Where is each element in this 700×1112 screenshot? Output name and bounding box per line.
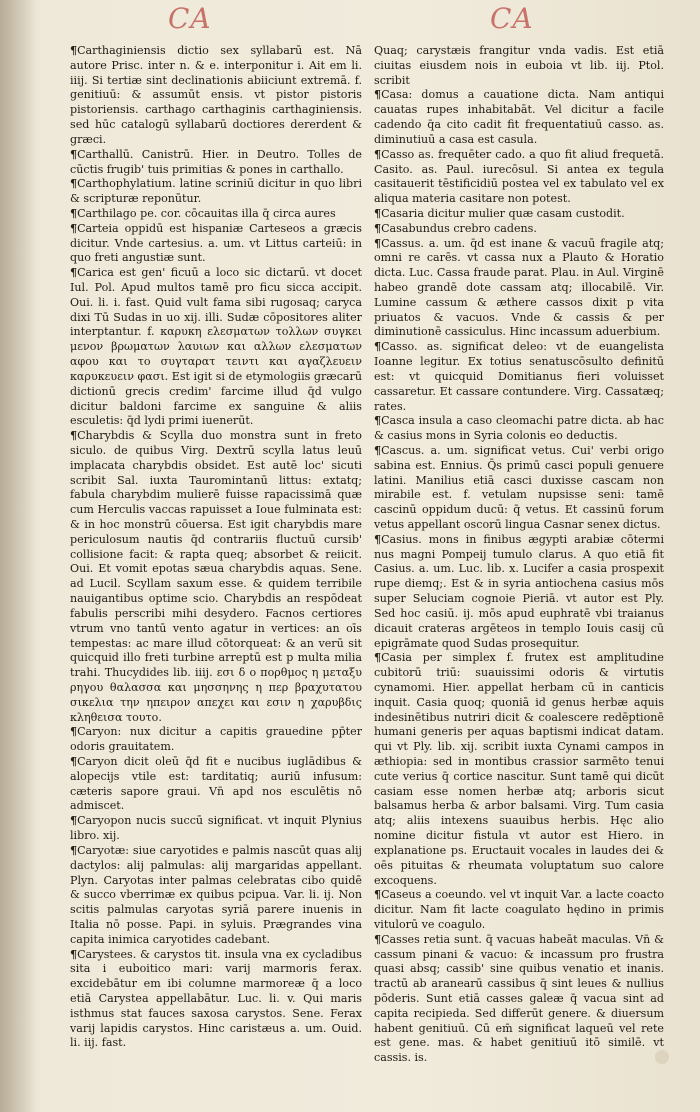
entry-marker: ¶ [374,414,382,428]
dictionary-entry [70,177,362,207]
entry-text: Casa: domus a cauatione dicta. Nam antiqui cauatas rupes inhabitabāt. Vel dicitur a facile cadendo q̄a cito cadit fit frequentatiuū casso. as. diminutiuū a casa est casula. [374,88,664,146]
entry-marker: ¶ [374,340,382,354]
dictionary-entry [70,844,362,948]
dictionary-entry [374,148,664,207]
dictionary-entry [70,266,362,429]
entry-text: Quaq; carystæis frangitur vnda vadis. Est etiā ciuitas eiusdem nois in euboia vt lib. iij. Ptol. scribit [374,44,664,87]
entry-marker: ¶ [70,755,78,768]
entry-text: Casia per simplex f. frutex est amplitudine cubitorū triū: suauissimi odoris & virtutis cynamomi. Hier. appellat herbam cū in canticis inquit. Casia quoq; quoniā id genus herbæ aquis indesinētibus nutriri dicit & coalescere redēptionē humani generis per aquas baptismi indicat datam. qui vt Ply. lib. xij. scribit iuxta Cynami campos in æthiopia: sed in montibus crassior sarmēto tenui cute verius q̄ cortice nascitur. Sunt tamē qui dicūt casiam esse nomen herbæ atq; arboris sicut balsamus herba & arbor balsami. Virg. Tum casia atq; aliis intexens suauibus herbis. Hęc alio nomine dicitur fistula vt autor est Hiero. in explanatione ps. Eructauit vocales in laudes dei & oēs pituitas & rheumata voluptatum suo calore excoquens. [374,651,664,887]
dictionary-entry [70,429,362,725]
dictionary-entry [374,933,664,1066]
entry-marker: ¶ [70,44,78,57]
entry-text: Casca insula a caso cleomachi patre dicta. ab hac & casius mons in Syria colonis eo deductis. [374,414,664,443]
entry-marker: ¶ [374,532,382,546]
text-column-left [70,44,362,1084]
entry-text: Carystees. & carystos tit. insula vna ex cycladibus sita i euboitico mari: varij marmoris ferax. excidebātur em ibi columne marmoreæ q̄ a loco etiā Carystea appellabātur. Luc. li. v. Qui maris isthmus stat fauces saxosa carystos. Sene. Ferax varij lapidis carystos. Hinc caristæus a. um. Ouid. li. iij. fast. [70,947,362,1050]
dictionary-entry [70,814,362,844]
entry-text: Carthophylatium. latine scriniū dicitur in quo libri & scripturæ reponūtur. [70,177,362,206]
entry-marker: ¶ [374,651,382,665]
entry-text: Cassus. a. um. q̄d est inane & vacuū fragile atq; omni re carēs. vt cassa nux a Plauto & Horatio dicta. Luc. Cassa fraude parat. Plau. in Aul. Virginē habeo grandē dote cassam atq; illocabilē. Vir. Lumine cassum & æthere cassos dixit p vita priuatos & vacuos. Vnde & cassis & per diminutionē cassiculus. Hinc incassum aduerbium. [374,236,664,339]
entry-marker: ¶ [70,947,78,961]
dictionary-entry [70,148,362,178]
dictionary-entry [374,222,664,237]
entry-text: Charybdis & Scylla duo monstra sunt in freto siculo. de quibus Virg. Dextrū scylla latus leuū implacata charybdis obsidet. Est autē loc' sicuti scribit Sal. iuxta Tauromintanū littus: extatq; fabula charybdim mulierē fuisse rapacissimā quæ cum Herculis vaccas rapuisset a Ioue fulminata est: & in hoc monstrū cōuersa. Est igit charybdis mare periculosum nautis q̄d contrariis fluctuū cursib' collisione facit: & rapta queq; absorbet & reiicit. Oui. Et vomit epotas sæua charybdis aquas. Sene. ad Lucil. Scyllam saxum esse. & quidem terribile nauigantibus optime scio. Charybdis an respōdeat fabulis perscribi mihi desydero. Facnos certiores vtrum vno tantū vento agatur in vertices: an oīs tempestas: ac mare illud cōtorqueat: & an verū sit quicquid illo freti turbine arreptū est p multa milia trahi. Thucydides lib. iiij. εσι δ ο πορθμος η μεταξυ ρηγου θαλασσα και μησσηνης η περ βραχυτατου σικελια την ηπειρον απεχει και εσιν η χαρυβδις κληθεισα τουτο. [70,429,362,724]
entry-marker: ¶ [70,814,78,828]
dictionary-entry [70,44,362,148]
dictionary-entry [374,340,664,414]
dictionary-entry [374,207,664,222]
dictionary-entry [70,948,362,1052]
running-head-right: CA [490,2,534,35]
entry-marker: ¶ [70,221,78,235]
entry-marker: ¶ [70,266,78,280]
entry-text: Casses retia sunt. q̄ vacuas habeāt maculas. Vn̄ & cassum pinani & vacuo: & incassum pro frustra quasi absq; cassib' sine quibus venatio et inanis. tractū ab aranearū cassibus q̄ sint leues & nullius pōderis. Sunt etiā casses galeæ q̄ vacua sint ad capita recipieda. Sed differūt genere. & diuersum habent genitiuū. Cū em̄ significat laqueū vel rete est gene. mas. & habet genitiuū itō similē. vt cassis. is. [374,932,664,1065]
running-head-left: CA [168,2,212,35]
entry-marker: ¶ [374,147,382,161]
dictionary-entry [374,533,664,652]
entry-marker: ¶ [70,147,78,161]
dictionary-entry [374,651,664,888]
entry-text: Carthilago pe. cor. cōcauitas illa q̄ circa aures [77,206,336,220]
entry-text: Cascus. a. um. significat vetus. Cui' verbi origo sabina est. Ennius. Q̄s primū casci populi genuere latini. Manilius etiā casci duxisse cascam non mirabile est. f. vetulam nupsisse seni: tamē cascinū oppidum ducū: q̄ vetus. Et cassinū forum vetus appellant oscorū lingua Casnar senex dictus. [374,443,664,531]
entry-text: Caryon dicit oleū q̄d fit e nucibus iuglādibus & alopecijs vtile est: tarditatiq; auriū infusum: cæteris sapore graui. Vn̄ apd nos esculētis nō admiscet. [70,755,362,813]
binding-shadow [0,0,36,1112]
dictionary-entry [374,88,664,147]
entry-text: Caryotæ: siue caryotides e palmis nascūt quas alij dactylos: alij palmulas: alij margaridas appellant. Plyn. Caryotas inter palmas celebratas cibo quidē & succo vberrimæ ex quibus pcipua. Var. li. ij. Non scitis palmulas caryotas syriā parere inuenis in Italia nō posse. Papi. in syluis. Prægrandes vina capita inimica caryotides cadebant. [70,843,362,946]
dictionary-entry [70,222,362,266]
entry-text: Carthaginiensis dictio sex syllabarū est. Nā autore Prisc. inter n. & e. interponitur i. Ait em li. iiij. Si tertiæ sint declinationis abiiciunt extremā. f. genitiuū: & assumūt ensis. vt pistor pistoris pistoriensis. carthago carthaginis carthaginiensis. sed hūc catalogū syllabarū doctiores dererdent & græci. [70,44,362,146]
entry-text: Caryon: nux dicitur a capitis grauedine pp̄ter odoris grauitatem. [70,725,362,754]
text-column-right [374,44,664,1084]
dictionary-entry [70,725,362,755]
entry-text: Caryopon nucis succū significat. vt inquit Plynius libro. xij. [70,814,362,843]
entry-marker: ¶ [374,221,382,235]
entry-marker: ¶ [70,725,78,739]
entry-marker: ¶ [70,177,78,191]
entry-marker: ¶ [374,932,382,946]
entry-text: Casso. as. significat deleo: vt de euangelista Ioanne legitur. Ex totius senatuscōsulto definitū est: vt quicquid Domitianus fieri voluisset cassaretur. Et cassare contundere. Virg. Cassatæq; rates. [374,340,664,413]
entry-marker: ¶ [374,443,382,457]
entry-marker: ¶ [70,206,78,220]
dictionary-entry [374,444,664,533]
dictionary-entry [70,755,362,814]
paper-stain [655,1050,669,1064]
entry-text: Casaria dicitur mulier quæ casam custodit. [381,206,625,220]
entry-marker: ¶ [70,429,78,443]
entry-text: Carteia oppidū est hispaniæ Carteseos a græcis dicitur. Vnde cartesius. a. um. vt Littus carteiū: in quo freti angustiæ sunt. [70,221,362,265]
entry-text: Carica est gen' ficuū a loco sic dictarū. vt docet Iul. Pol. Apud multos tamē pro ficu sicca accipit. Oui. li. i. fast. Quid vult fama sibi rugosaq; caryca dixi Tū Sudas in uo xij. illi. Sudæ cōpositores aliter interptantur. f. καρυκη ελεσματων τολλων συγκει μενον βρωματων λαυιων και αλλων ελεσματων αφου και το συγταρατ τειντι και αγαζλευειν καρυκευειν φασι. Est igit si de etymologiis græcarū dictionū grecis credim' farcime illud q̄d vulgo dicitur baldoni farcime ex sanguine & aliis esculetis: q̄d lydi primi iuenerūt. [70,266,362,428]
dictionary-entry [374,237,664,341]
entry-text: Casso as. frequēter cado. a quo fit aliud frequetā. Casito. as. Paul. iurecōsul. Si antea ex tegula casitauerit tēstificidiū postea vel ex tabulato vel ex aliqua materia casitare non potest. [374,147,664,206]
dictionary-entry [70,207,362,222]
entry-text: Caseus a coeundo. vel vt inquit Var. a lacte coacto dicitur. Nam fit lacte coagulato hędino in primis vitulorū ve coagulo. [374,888,664,931]
dictionary-entry [374,414,664,444]
dictionary-entry [374,888,664,932]
entry-text: Casius. mons in finibus ægypti arabiæ cōtermi nus magni Pompeij tumulo clarus. A quo etiā fit Casius. a. um. Luc. lib. x. Lucifer a casia prospexit rupe diemq;. Est & in syria antiochena casius mōs super Seluciam cognoie Pieriā. vt autor est Ply. Sed hoc casiū. ij. mōs apud euphratē vbi traianus dicauit crateras argēteos in templo Iouis casij cū epigrāmate quod Sudas prosequitur. [374,532,664,650]
entry-marker: ¶ [70,843,78,857]
entry-marker: ¶ [374,236,382,250]
entry-text: Carthallū. Canistrū. Hier. in Deutro. Tolles de cūctis frugib' tuis primitias & pones in carthallo. [70,147,362,176]
dictionary-entry [374,44,664,88]
entry-marker: ¶ [374,88,382,102]
entry-text: Casabundus crebro cadens. [381,221,537,235]
entry-marker: ¶ [374,206,382,220]
entry-marker: ¶ [374,888,382,902]
